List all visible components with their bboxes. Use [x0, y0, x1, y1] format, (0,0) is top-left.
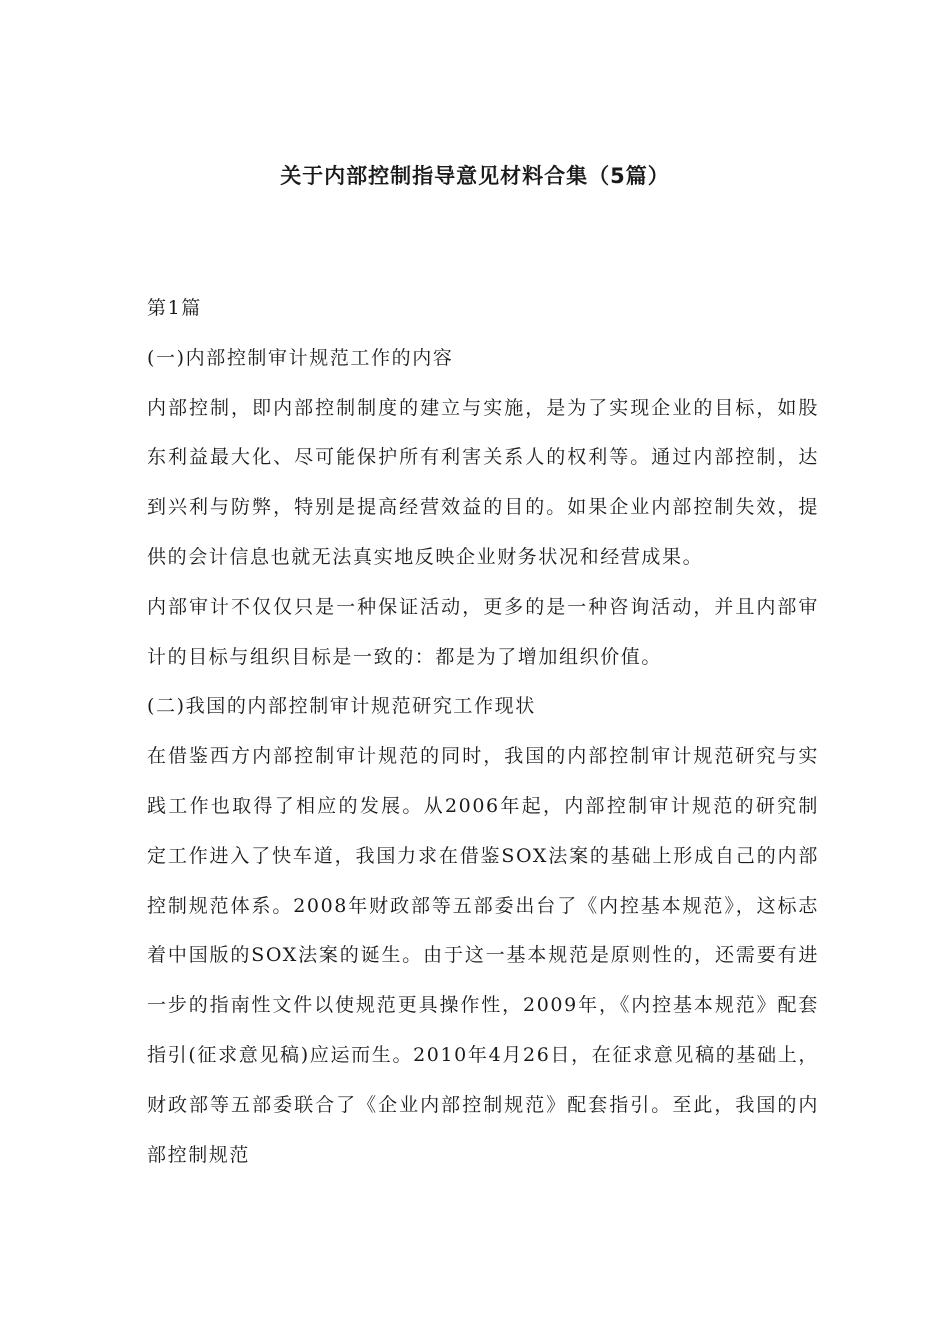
paragraph-2: 内部审计不仅仅只是一种保证活动，更多的是一种咨询活动，并且内部审计的目标与组织目标是一致的：都是为了增加组织价值。 — [147, 595, 819, 668]
subheading-2: (二)我国的内部控制审计规范研究工作现状 — [147, 695, 536, 718]
paragraph-3: 在借鉴西方内部控制审计规范的同时，我国的内部控制审计规范研究与实践工作也取得了相应的发展。从2006年起，内部控制审计规范的研究制定工作进入了快车道，我国力求在借鉴SOX法案的基础上形成自己的内部控制规范体系。2008年财政部等五部委出台了《内控基本规范》，这标志着中国版的SOX法案的诞生。由于这一基本规范是原则性的，还需要有进一步的指南性文件以使规范更具操作性，2009年，《内控基本规范》配套指引(征求意见稿)应运而生。2010年4月26日，在征求意见稿的基础上，财政部等五部委联合了《企业内部控制规范》配套指引。至此，我国的内部控制规范 — [147, 745, 819, 1166]
document-body — [147, 284, 819, 1180]
paragraph-1: 内部控制，即内部控制制度的建立与实施，是为了实现企业的目标，如股东利益最大化、尽可能保护所有利害关系人的权利等。通过内部控制，达到兴利与防弊，特别是提高经营效益的目的。如果企业内部控制失效，提供的会计信息也就无法真实地反映企业财务状况和经营成果。 — [147, 396, 819, 568]
document-title: 关于内部控制指导意见材料合集（5篇） — [280, 164, 670, 188]
subheading-1: (一)内部控制审计规范工作的内容 — [147, 346, 454, 369]
section-label: 第1篇 — [147, 297, 202, 319]
